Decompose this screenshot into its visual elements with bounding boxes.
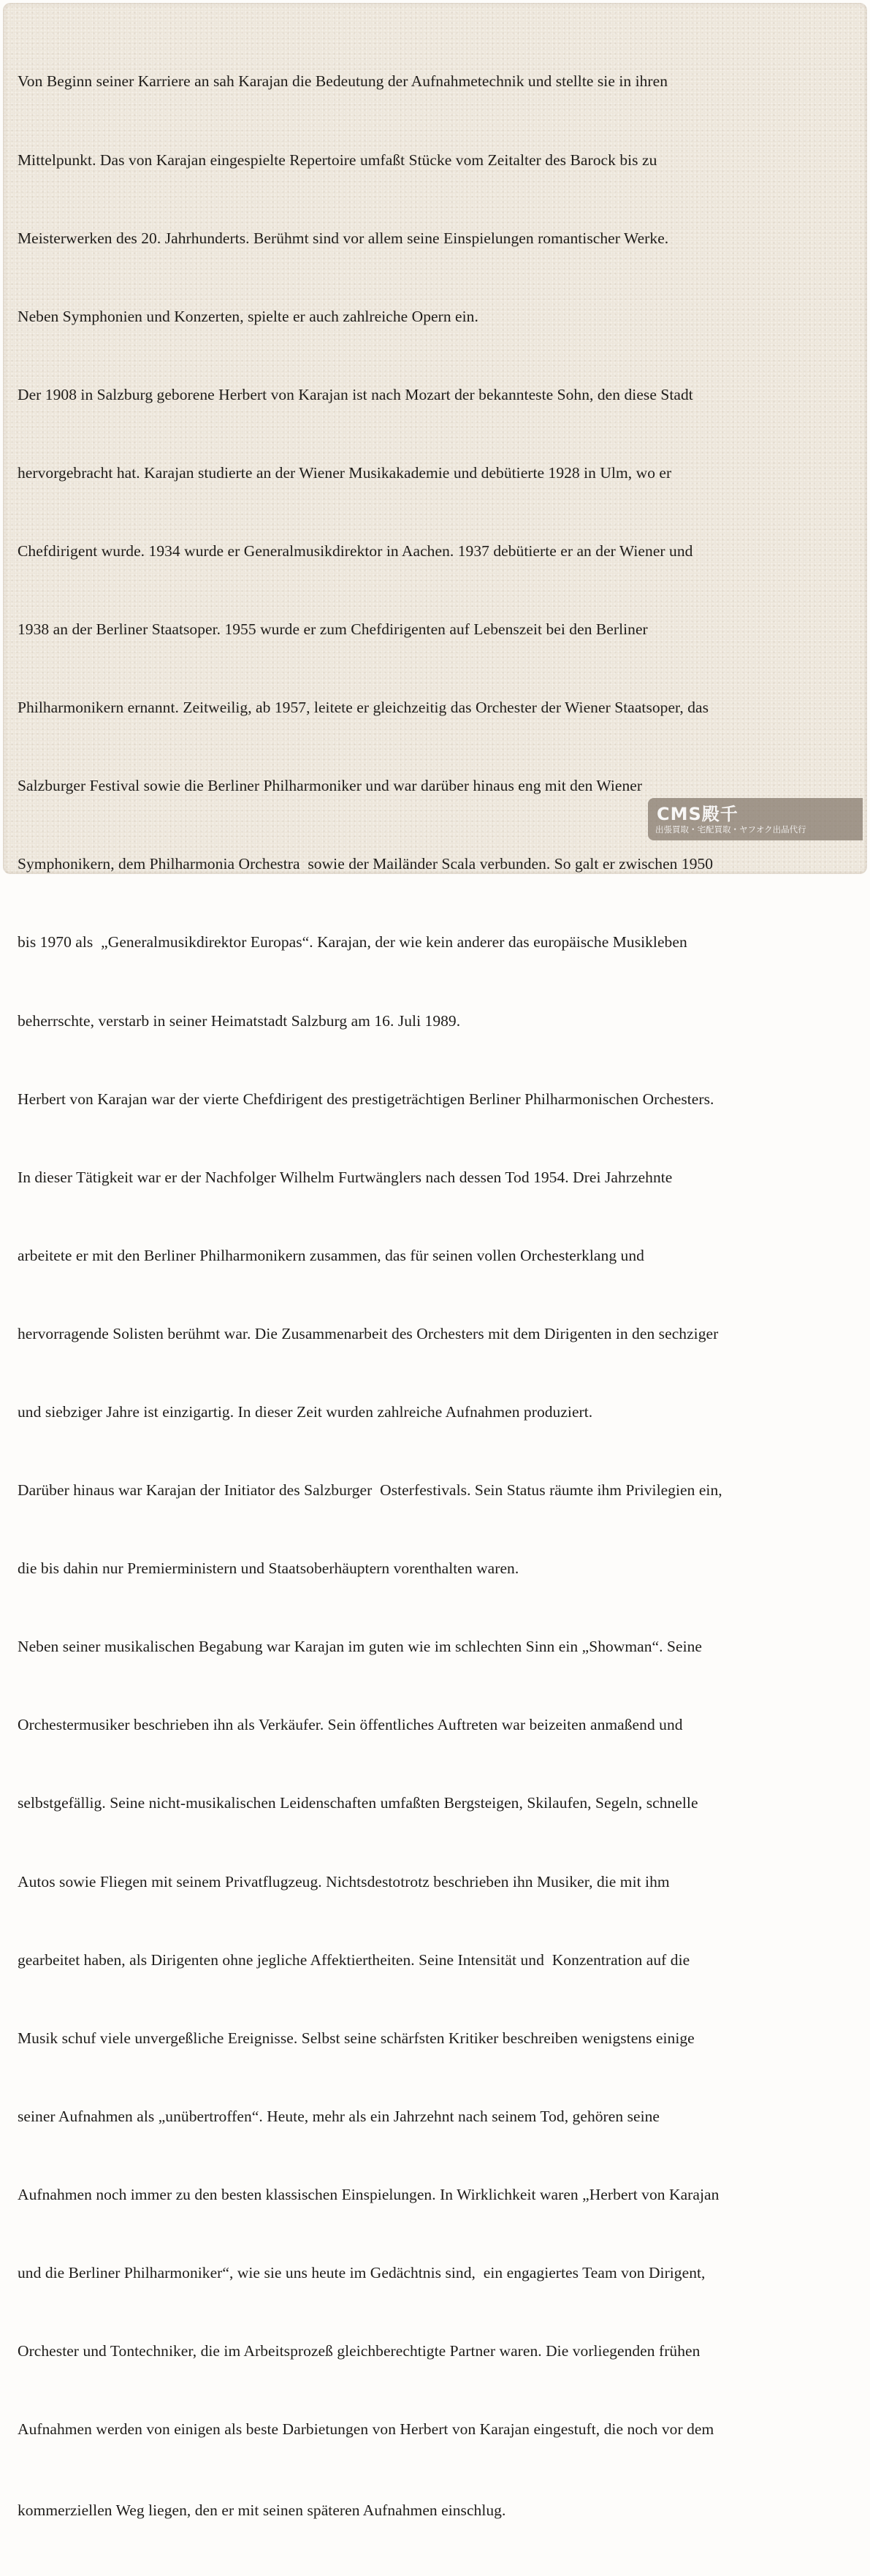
text-line: Aufnahmen werden von einigen als beste Darbietungen von Herbert von Karajan eingestuft, die noch vor dem bbox=[18, 2420, 714, 2439]
watermark-tagline: 出張買取・宅配買取・ヤフオク出品代行 bbox=[655, 824, 806, 835]
text-line: Der 1908 in Salzburg geborene Herbert von Karajan ist nach Mozart der bekannteste Sohn, den diese Stadt bbox=[18, 385, 693, 403]
body-text bbox=[18, 17, 865, 2576]
text-line: Aufnahmen noch immer zu den besten klassischen Einspielungen. In Wirklichkeit waren „Herbert von Karajan bbox=[18, 2185, 720, 2203]
text-line: Orchestermusiker beschrieben ihn als Verkäufer. Sein öffentliches Auftreten war beizeiten anmaßend und bbox=[18, 1716, 683, 1734]
text-line: Salzburger Festival sowie die Berliner Philharmoniker und war darüber hinaus eng mit den Wiener bbox=[18, 777, 643, 795]
text-line: Von Beginn seiner Karriere an sah Karajan die Bedeutung der Aufnahmetechnik und stellte sie in ihren bbox=[18, 72, 668, 91]
text-line: Symphonikern, dem Philharmonia Orchestra sowie der Mailänder Scala verbunden. So galt er zwischen 1950 bbox=[18, 855, 714, 873]
text-line: Herbert von Karajan war der vierte Chefdirigent des prestigeträchtigen Berliner Philharmonischen Orchesters. bbox=[18, 1090, 714, 1108]
text-line: kommerziellen Weg liegen, den er mit seinen späteren Aufnahmen einschlug. bbox=[18, 2501, 506, 2520]
text-line: Meisterwerken des 20. Jahrhunderts. Berühmt sind vor allem seine Einspielungen romantischer Werke. bbox=[18, 229, 669, 247]
text-line: bis 1970 als „Generalmusikdirektor Europas“. Karajan, der wie kein anderer das europäische Musikleben bbox=[18, 933, 687, 951]
text-line: die bis dahin nur Premierministern und Staatsoberhäuptern vorenthalten waren. bbox=[18, 1559, 519, 1578]
text-line: hervorgebracht hat. Karajan studierte an der Wiener Musikakademie und debütierte 1928 in Ulm, wo er bbox=[18, 463, 672, 482]
text-line: Autos sowie Fliegen mit seinem Privatflugzeug. Nichtsdestotrotz beschrieben ihn Musiker, die mit ihm bbox=[18, 1872, 670, 1891]
text-line: Musik schuf viele unvergeßliche Ereignisse. Selbst seine schärfsten Kritiker beschreiben wenigstens einige bbox=[18, 2029, 695, 2047]
text-line: und siebziger Jahre ist einzigartig. In dieser Zeit wurden zahlreiche Aufnahmen produziert. bbox=[18, 1403, 593, 1421]
text-line: gearbeitet haben, als Dirigenten ohne jegliche Affektiertheiten. Seine Intensität und Konzentration auf die bbox=[18, 1950, 690, 1969]
text-line: Philharmonikern ernannt. Zeitweilig, ab 1957, leitete er gleichzeitig das Orchester der Wiener Staatsoper, das bbox=[18, 699, 709, 717]
text-line: Neben Symphonien und Konzerten, spielte er auch zahlreiche Opern ein. bbox=[18, 307, 478, 325]
watermark bbox=[648, 798, 863, 840]
text-line: Orchester und Tontechniker, die im Arbeitsprozeß gleichberechtigte Partner waren. Die vorliegenden frühen bbox=[18, 2342, 701, 2360]
text-line: Neben seiner musikalischen Begabung war Karajan im guten wie im schlechten Sinn ein „Showman“. Seine bbox=[18, 1638, 703, 1656]
text-line: In dieser Tätigkeit war er der Nachfolger Wilhelm Furtwänglers nach dessen Tod 1954. Drei Jahrzehnte bbox=[18, 1168, 673, 1186]
text-line: Darüber hinaus war Karajan der Initiator des Salzburger Osterfestivals. Sein Status räumte ihm Privilegien ein, bbox=[18, 1481, 722, 1500]
text-line: Mittelpunkt. Das von Karajan eingespielte Repertoire umfaßt Stücke vom Zeitalter des Barock bis zu bbox=[18, 151, 657, 169]
text-line: 1938 an der Berliner Staatsoper. 1955 wurde er zum Chefdirigenten auf Lebenszeit bei den Berliner bbox=[18, 620, 648, 639]
text-line: und die Berliner Philharmoniker“, wie sie uns heute im Gedächtnis sind, ein engagiertes Team von Dirigent, bbox=[18, 2264, 706, 2282]
text-line: selbstgefällig. Seine nicht-musikalischen Leidenschaften umfaßten Bergsteigen, Skilaufen, Segeln, schnelle bbox=[18, 1794, 698, 1812]
booklet-page bbox=[3, 3, 867, 2520]
text-line: hervorragende Solisten berühmt war. Die Zusammenarbeit des Orchesters mit dem Dirigenten in den sechziger bbox=[18, 1324, 719, 1342]
watermark-brand: CMS殿千 bbox=[657, 804, 739, 824]
text-line: seiner Aufnahmen als „unübertroffen“. Heute, mehr als ein Jahrzehnt nach seinem Tod, gehören seine bbox=[18, 2107, 660, 2125]
text-line: Chefdirigent wurde. 1934 wurde er Generalmusikdirektor in Aachen. 1937 debütierte er an der Wiener und bbox=[18, 542, 693, 560]
text-line: beherrschte, verstarb in seiner Heimatstadt Salzburg am 16. Juli 1989. bbox=[18, 1011, 461, 1030]
text-line: arbeitete er mit den Berliner Philharmonikern zusammen, das für seinen vollen Orchesterklang und bbox=[18, 1246, 644, 1264]
